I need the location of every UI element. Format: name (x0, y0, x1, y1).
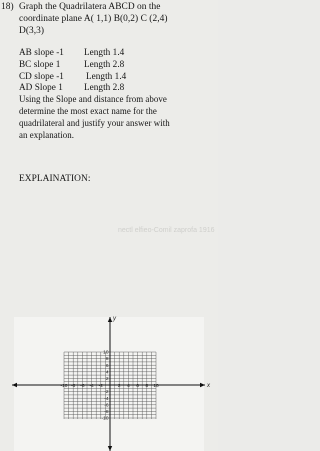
instructions-line-1: Using the Slope and distance from above (19, 94, 167, 104)
instructions-line-2: determine the most exact name for the (19, 106, 157, 116)
side-bc-length: Length 2.8 (84, 59, 125, 69)
graph-background (14, 317, 204, 451)
side-ab-length: Length 1.4 (84, 47, 125, 57)
x-tick-label: -10 (60, 383, 68, 389)
coordinate-plane (6, 313, 218, 451)
side-ab-slope: AB slope -1 (19, 47, 64, 57)
question-prompt-line-3: D(3,3) (19, 26, 45, 36)
explanation-heading: EXPLAINATION: (19, 174, 91, 184)
side-cd-length: Length 1.4 (86, 71, 127, 81)
y-tick-label: 6 (105, 363, 109, 369)
x-tick-label: 10 (153, 383, 159, 389)
x-tick-label: -8 (71, 383, 76, 389)
y-tick-label: 2 (105, 377, 109, 382)
side-ad-length: Length 2.8 (84, 82, 125, 92)
coordinate-plane-svg (6, 313, 218, 451)
x-tick-label: 2 (117, 383, 121, 389)
question-prompt-line-1: Graph the Quadrilatera ABCD on the (19, 2, 161, 12)
x-tick-label: -2 (98, 383, 103, 389)
x-tick-label: 8 (145, 383, 149, 389)
y-tick-label: -2 (104, 390, 109, 396)
y-tick-label: -4 (104, 396, 109, 402)
side-bc-slope: BC slope 1 (19, 59, 61, 69)
y-tick-label: -6 (104, 403, 109, 409)
x-tick-label: 4 (127, 383, 130, 389)
y-tick-label: 8 (105, 357, 109, 363)
y-tick-label: -10 (101, 416, 109, 422)
y-tick-label: 4 (105, 370, 109, 376)
question-number: 18) (1, 2, 14, 12)
faint-background-text: nectl elfieo-Comil zaprofa 1916 (118, 227, 215, 234)
y-tick-label: 10 (103, 350, 109, 356)
question-prompt-line-2: coordinate plane A( 1,1) B(0,2) C (2,4) (19, 14, 168, 24)
y-axis-label: y (113, 316, 116, 322)
y-tick-label: -8 (104, 410, 109, 415)
instructions-line-3: quadrilateral and justify your answer with (19, 118, 170, 128)
x-axis-label: x (207, 383, 210, 389)
x-tick-label: -4 (89, 383, 94, 389)
instructions-line-4: an explanation. (19, 130, 74, 140)
side-ad-slope: AD Slope 1 (19, 82, 63, 92)
x-tick-label: -6 (80, 383, 85, 389)
x-tick-label: 6 (136, 383, 139, 389)
side-cd-slope: CD slope -1 (19, 71, 64, 81)
